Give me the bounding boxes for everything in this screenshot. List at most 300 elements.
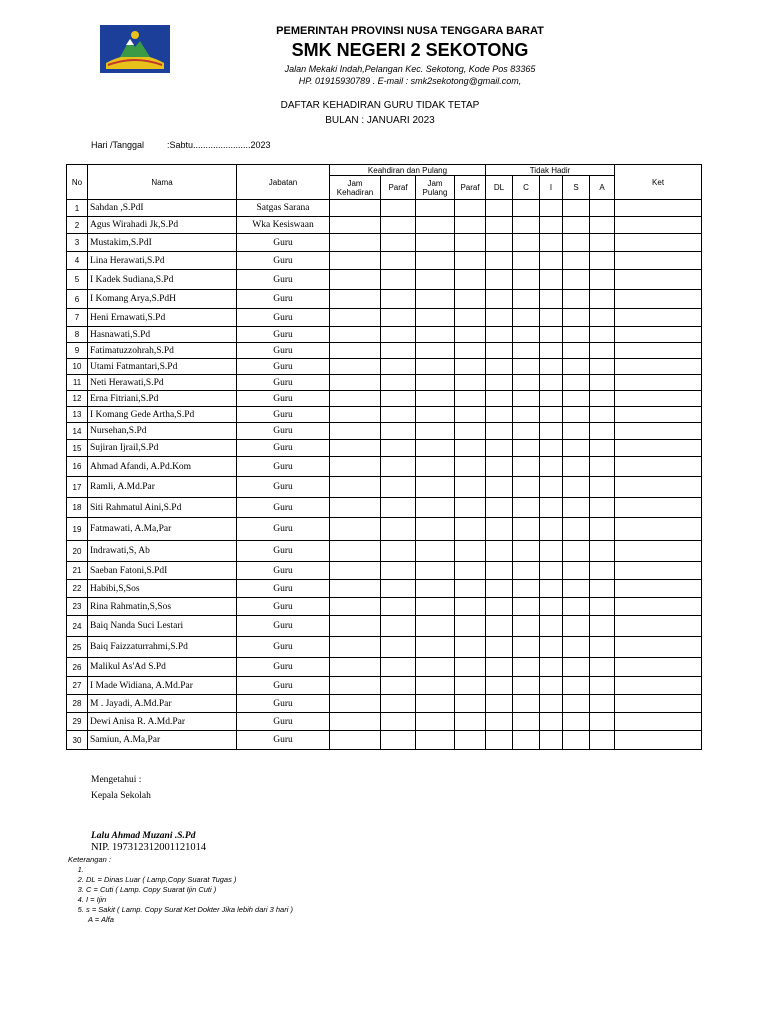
- teacher-name: Hasnawati,S.Pd: [88, 327, 237, 343]
- paraf-masuk-cell: [381, 270, 416, 290]
- paraf-masuk-cell: [381, 658, 416, 677]
- a-cell: [590, 695, 615, 713]
- teacher-position: Guru: [237, 359, 330, 375]
- i-cell: [540, 731, 563, 750]
- ket-cell: [615, 731, 702, 750]
- paraf-pulang-cell: [455, 637, 486, 658]
- header-nama: Nama: [88, 165, 237, 200]
- teacher-name: Neti Herawati,S.Pd: [88, 375, 237, 391]
- jam-pulang-cell: [416, 616, 455, 637]
- row-number: 7: [67, 309, 88, 327]
- paraf-pulang-cell: [455, 217, 486, 234]
- jam-kehadiran-cell: [330, 440, 381, 457]
- header-ket: Ket: [615, 165, 702, 200]
- ket-cell: [615, 343, 702, 359]
- i-cell: [540, 217, 563, 234]
- row-number: 15: [67, 440, 88, 457]
- jam-kehadiran-cell: [330, 252, 381, 270]
- header-jabatan: Jabatan: [237, 165, 330, 200]
- s-cell: [563, 658, 590, 677]
- dl-cell: [486, 695, 513, 713]
- s-cell: [563, 252, 590, 270]
- row-number: 18: [67, 498, 88, 518]
- table-row: [67, 375, 702, 391]
- teacher-name: Nursehan,S.Pd: [88, 423, 237, 440]
- s-cell: [563, 598, 590, 616]
- a-cell: [590, 477, 615, 498]
- c-cell: [513, 562, 540, 580]
- ket-cell: [615, 290, 702, 309]
- teacher-position: Guru: [237, 457, 330, 477]
- table-row: [67, 359, 702, 375]
- s-cell: [563, 423, 590, 440]
- row-number: 27: [67, 677, 88, 695]
- header-jam-pulang: Jam Pulang: [416, 176, 455, 200]
- teacher-position: Guru: [237, 616, 330, 637]
- dl-cell: [486, 658, 513, 677]
- teacher-position: Guru: [237, 252, 330, 270]
- c-cell: [513, 731, 540, 750]
- table-row: [67, 541, 702, 562]
- teacher-position: Wka Kesiswaan: [237, 217, 330, 234]
- jam-pulang-cell: [416, 200, 455, 217]
- jam-kehadiran-cell: [330, 343, 381, 359]
- row-number: 8: [67, 327, 88, 343]
- ket-cell: [615, 695, 702, 713]
- row-number: 30: [67, 731, 88, 750]
- i-cell: [540, 637, 563, 658]
- jam-kehadiran-cell: [330, 562, 381, 580]
- c-cell: [513, 713, 540, 731]
- notes-item: A = Alfa: [88, 915, 114, 924]
- jam-pulang-cell: [416, 327, 455, 343]
- teacher-name: Mustakim,S.PdI: [88, 234, 237, 252]
- i-cell: [540, 562, 563, 580]
- row-number: 19: [67, 518, 88, 541]
- teacher-position: Guru: [237, 731, 330, 750]
- row-number: 28: [67, 695, 88, 713]
- a-cell: [590, 616, 615, 637]
- jam-kehadiran-cell: [330, 598, 381, 616]
- ket-cell: [615, 309, 702, 327]
- paraf-masuk-cell: [381, 457, 416, 477]
- paraf-masuk-cell: [381, 343, 416, 359]
- dl-cell: [486, 407, 513, 423]
- table-row: [67, 200, 702, 217]
- jam-kehadiran-cell: [330, 677, 381, 695]
- teacher-position: Guru: [237, 290, 330, 309]
- c-cell: [513, 498, 540, 518]
- row-number: 25: [67, 637, 88, 658]
- a-cell: [590, 217, 615, 234]
- row-number: 6: [67, 290, 88, 309]
- teacher-name: Habibi,S,Sos: [88, 580, 237, 598]
- paraf-pulang-cell: [455, 440, 486, 457]
- paraf-masuk-cell: [381, 327, 416, 343]
- ket-cell: [615, 677, 702, 695]
- paraf-pulang-cell: [455, 598, 486, 616]
- i-cell: [540, 309, 563, 327]
- row-number: 13: [67, 407, 88, 423]
- i-cell: [540, 200, 563, 217]
- s-cell: [563, 407, 590, 423]
- a-cell: [590, 423, 615, 440]
- header-paraf-pulang: Paraf: [455, 176, 486, 200]
- jam-pulang-cell: [416, 440, 455, 457]
- teacher-name: M . Jayadi, A.Md.Par: [88, 695, 237, 713]
- a-cell: [590, 200, 615, 217]
- jam-kehadiran-cell: [330, 498, 381, 518]
- ket-cell: [615, 637, 702, 658]
- ket-cell: [615, 217, 702, 234]
- c-cell: [513, 598, 540, 616]
- ket-cell: [615, 359, 702, 375]
- jam-kehadiran-cell: [330, 375, 381, 391]
- jam-kehadiran-cell: [330, 407, 381, 423]
- row-number: 16: [67, 457, 88, 477]
- paraf-pulang-cell: [455, 423, 486, 440]
- jam-kehadiran-cell: [330, 359, 381, 375]
- paraf-pulang-cell: [455, 541, 486, 562]
- paraf-pulang-cell: [455, 518, 486, 541]
- teacher-position: Guru: [237, 343, 330, 359]
- c-cell: [513, 309, 540, 327]
- school-contact: HP. 01915930789 . E-mail : smk2sekotong@gmail.com,: [298, 76, 522, 86]
- row-number: 20: [67, 541, 88, 562]
- dl-cell: [486, 440, 513, 457]
- dl-cell: [486, 580, 513, 598]
- i-cell: [540, 658, 563, 677]
- a-cell: [590, 407, 615, 423]
- ket-cell: [615, 270, 702, 290]
- a-cell: [590, 598, 615, 616]
- jam-kehadiran-cell: [330, 477, 381, 498]
- header-dl: DL: [486, 176, 513, 200]
- i-cell: [540, 541, 563, 562]
- jam-pulang-cell: [416, 457, 455, 477]
- i-cell: [540, 457, 563, 477]
- teacher-name: Erna Fitriani,S.Pd: [88, 391, 237, 407]
- ket-cell: [615, 234, 702, 252]
- a-cell: [590, 562, 615, 580]
- teacher-position: Guru: [237, 637, 330, 658]
- jam-kehadiran-cell: [330, 731, 381, 750]
- paraf-pulang-cell: [455, 562, 486, 580]
- paraf-pulang-cell: [455, 359, 486, 375]
- i-cell: [540, 498, 563, 518]
- a-cell: [590, 498, 615, 518]
- dl-cell: [486, 677, 513, 695]
- dl-cell: [486, 541, 513, 562]
- teacher-name: Fatmawati, A.Ma,Par: [88, 518, 237, 541]
- table-row: [67, 290, 702, 309]
- table-row: [67, 616, 702, 637]
- i-cell: [540, 598, 563, 616]
- paraf-masuk-cell: [381, 677, 416, 695]
- c-cell: [513, 234, 540, 252]
- c-cell: [513, 580, 540, 598]
- row-number: 14: [67, 423, 88, 440]
- teacher-position: Guru: [237, 580, 330, 598]
- dl-cell: [486, 598, 513, 616]
- c-cell: [513, 217, 540, 234]
- a-cell: [590, 391, 615, 407]
- dl-cell: [486, 637, 513, 658]
- s-cell: [563, 200, 590, 217]
- table-row: [67, 731, 702, 750]
- row-number: 11: [67, 375, 88, 391]
- table-row: [67, 270, 702, 290]
- row-number: 2: [67, 217, 88, 234]
- paraf-masuk-cell: [381, 598, 416, 616]
- dl-cell: [486, 391, 513, 407]
- teacher-position: Satgas Sarana: [237, 200, 330, 217]
- teacher-position: Guru: [237, 477, 330, 498]
- paraf-masuk-cell: [381, 234, 416, 252]
- paraf-masuk-cell: [381, 498, 416, 518]
- teacher-name: I Made Widiana, A.Md.Par: [88, 677, 237, 695]
- paraf-pulang-cell: [455, 270, 486, 290]
- jam-pulang-cell: [416, 407, 455, 423]
- teacher-position: Guru: [237, 658, 330, 677]
- a-cell: [590, 731, 615, 750]
- paraf-pulang-cell: [455, 677, 486, 695]
- document-title: DAFTAR KEHADIRAN GURU TIDAK TETAP: [280, 100, 480, 111]
- teacher-position: Guru: [237, 423, 330, 440]
- paraf-pulang-cell: [455, 343, 486, 359]
- jam-pulang-cell: [416, 677, 455, 695]
- paraf-pulang-cell: [455, 695, 486, 713]
- teacher-name: Sahdan ,S.PdI: [88, 200, 237, 217]
- jam-pulang-cell: [416, 562, 455, 580]
- teacher-name: I Kadek Sudiana,S.Pd: [88, 270, 237, 290]
- c-cell: [513, 375, 540, 391]
- jam-kehadiran-cell: [330, 423, 381, 440]
- a-cell: [590, 270, 615, 290]
- teacher-position: Guru: [237, 598, 330, 616]
- row-number: 26: [67, 658, 88, 677]
- teacher-name: Baiq Faizzaturrahmi,S.Pd: [88, 637, 237, 658]
- a-cell: [590, 375, 615, 391]
- header-c: C: [513, 176, 540, 200]
- teacher-position: Guru: [237, 407, 330, 423]
- s-cell: [563, 391, 590, 407]
- ket-cell: [615, 477, 702, 498]
- s-cell: [563, 498, 590, 518]
- c-cell: [513, 423, 540, 440]
- c-cell: [513, 637, 540, 658]
- s-cell: [563, 477, 590, 498]
- notes-item: 3. C = Cuti ( Lamp. Copy Suarat Ijin Cuti ): [86, 885, 293, 895]
- c-cell: [513, 477, 540, 498]
- a-cell: [590, 343, 615, 359]
- table-row: [67, 217, 702, 234]
- ket-cell: [615, 518, 702, 541]
- header-government-line: PEMERINTAH PROVINSI NUSA TENGGARA BARAT: [276, 25, 544, 37]
- jam-kehadiran-cell: [330, 616, 381, 637]
- s-cell: [563, 695, 590, 713]
- notes-item: [86, 865, 293, 875]
- i-cell: [540, 375, 563, 391]
- s-cell: [563, 309, 590, 327]
- i-cell: [540, 270, 563, 290]
- jam-kehadiran-cell: [330, 200, 381, 217]
- ket-cell: [615, 423, 702, 440]
- i-cell: [540, 234, 563, 252]
- notes-section: [68, 855, 293, 925]
- header-s: S: [563, 176, 590, 200]
- paraf-masuk-cell: [381, 375, 416, 391]
- teacher-name: Utami Fatmantari,S.Pd: [88, 359, 237, 375]
- paraf-pulang-cell: [455, 616, 486, 637]
- table-row: [67, 658, 702, 677]
- document-month: BULAN : JANUARI 2023: [325, 115, 435, 126]
- i-cell: [540, 407, 563, 423]
- teacher-position: Guru: [237, 498, 330, 518]
- jam-pulang-cell: [416, 423, 455, 440]
- paraf-masuk-cell: [381, 477, 416, 498]
- s-cell: [563, 270, 590, 290]
- a-cell: [590, 327, 615, 343]
- table-row: [67, 391, 702, 407]
- teacher-position: Guru: [237, 270, 330, 290]
- ket-cell: [615, 407, 702, 423]
- paraf-masuk-cell: [381, 562, 416, 580]
- c-cell: [513, 518, 540, 541]
- header-paraf-masuk: Paraf: [381, 176, 416, 200]
- a-cell: [590, 713, 615, 731]
- dl-cell: [486, 713, 513, 731]
- dl-cell: [486, 498, 513, 518]
- dl-cell: [486, 252, 513, 270]
- jam-pulang-cell: [416, 391, 455, 407]
- jam-pulang-cell: [416, 217, 455, 234]
- date-value: :Sabtu.......................2023: [167, 140, 271, 150]
- teacher-name: Samiun, A.Ma,Par: [88, 731, 237, 750]
- paraf-masuk-cell: [381, 252, 416, 270]
- teacher-position: Guru: [237, 327, 330, 343]
- teacher-name: Fatimatuzzohrah,S.Pd: [88, 343, 237, 359]
- dl-cell: [486, 562, 513, 580]
- paraf-masuk-cell: [381, 391, 416, 407]
- header-no: No: [67, 165, 88, 200]
- notes-item: 4. I = Ijin: [86, 895, 293, 905]
- table-row: [67, 440, 702, 457]
- paraf-masuk-cell: [381, 217, 416, 234]
- dl-cell: [486, 327, 513, 343]
- s-cell: [563, 327, 590, 343]
- header-a: A: [590, 176, 615, 200]
- a-cell: [590, 440, 615, 457]
- table-row: [67, 695, 702, 713]
- teacher-name: I Komang Arya,S.PdH: [88, 290, 237, 309]
- s-cell: [563, 518, 590, 541]
- table-row: [67, 457, 702, 477]
- teacher-position: Guru: [237, 677, 330, 695]
- notes-item: 2. DL = Dinas Luar ( Lamp,Copy Suarat Tugas ): [86, 875, 293, 885]
- dl-cell: [486, 270, 513, 290]
- jam-kehadiran-cell: [330, 327, 381, 343]
- paraf-pulang-cell: [455, 713, 486, 731]
- paraf-pulang-cell: [455, 234, 486, 252]
- row-number: 5: [67, 270, 88, 290]
- s-cell: [563, 375, 590, 391]
- notes-label: Keterangan :: [68, 855, 111, 864]
- teacher-position: Guru: [237, 518, 330, 541]
- ket-cell: [615, 616, 702, 637]
- c-cell: [513, 407, 540, 423]
- dl-cell: [486, 359, 513, 375]
- teacher-name: Ahmad Afandi, A.Pd.Kom: [88, 457, 237, 477]
- paraf-masuk-cell: [381, 518, 416, 541]
- paraf-pulang-cell: [455, 327, 486, 343]
- teacher-position: Guru: [237, 541, 330, 562]
- ket-cell: [615, 391, 702, 407]
- i-cell: [540, 616, 563, 637]
- header-tidak-hadir-group: Tidak Hadir: [486, 165, 615, 176]
- ket-cell: [615, 375, 702, 391]
- s-cell: [563, 457, 590, 477]
- header-kehadiran-group: Keahdiran dan Pulang: [330, 165, 486, 176]
- i-cell: [540, 423, 563, 440]
- c-cell: [513, 658, 540, 677]
- date-line: [91, 140, 271, 150]
- c-cell: [513, 677, 540, 695]
- table-row: [67, 327, 702, 343]
- s-cell: [563, 580, 590, 598]
- a-cell: [590, 457, 615, 477]
- a-cell: [590, 309, 615, 327]
- s-cell: [563, 217, 590, 234]
- jam-pulang-cell: [416, 290, 455, 309]
- ket-cell: [615, 327, 702, 343]
- a-cell: [590, 580, 615, 598]
- row-number: 29: [67, 713, 88, 731]
- paraf-pulang-cell: [455, 252, 486, 270]
- jam-pulang-cell: [416, 270, 455, 290]
- jam-kehadiran-cell: [330, 309, 381, 327]
- table-row: [67, 234, 702, 252]
- teacher-name: Rina Rahmatin,S,Sos: [88, 598, 237, 616]
- paraf-masuk-cell: [381, 290, 416, 309]
- table-row: [67, 309, 702, 327]
- teacher-position: Guru: [237, 440, 330, 457]
- jam-kehadiran-cell: [330, 270, 381, 290]
- teacher-position: Guru: [237, 391, 330, 407]
- dl-cell: [486, 518, 513, 541]
- s-cell: [563, 731, 590, 750]
- c-cell: [513, 391, 540, 407]
- paraf-pulang-cell: [455, 391, 486, 407]
- s-cell: [563, 637, 590, 658]
- teacher-name: Lina Herawati,S.Pd: [88, 252, 237, 270]
- jam-kehadiran-cell: [330, 518, 381, 541]
- paraf-pulang-cell: [455, 309, 486, 327]
- paraf-pulang-cell: [455, 658, 486, 677]
- s-cell: [563, 616, 590, 637]
- paraf-masuk-cell: [381, 423, 416, 440]
- teacher-name: Heni Ernawati,S.Pd: [88, 309, 237, 327]
- table-row: [67, 518, 702, 541]
- s-cell: [563, 677, 590, 695]
- table-row: [67, 677, 702, 695]
- teacher-position: Guru: [237, 234, 330, 252]
- jam-kehadiran-cell: [330, 290, 381, 309]
- paraf-masuk-cell: [381, 407, 416, 423]
- jam-pulang-cell: [416, 309, 455, 327]
- i-cell: [540, 695, 563, 713]
- ket-cell: [615, 598, 702, 616]
